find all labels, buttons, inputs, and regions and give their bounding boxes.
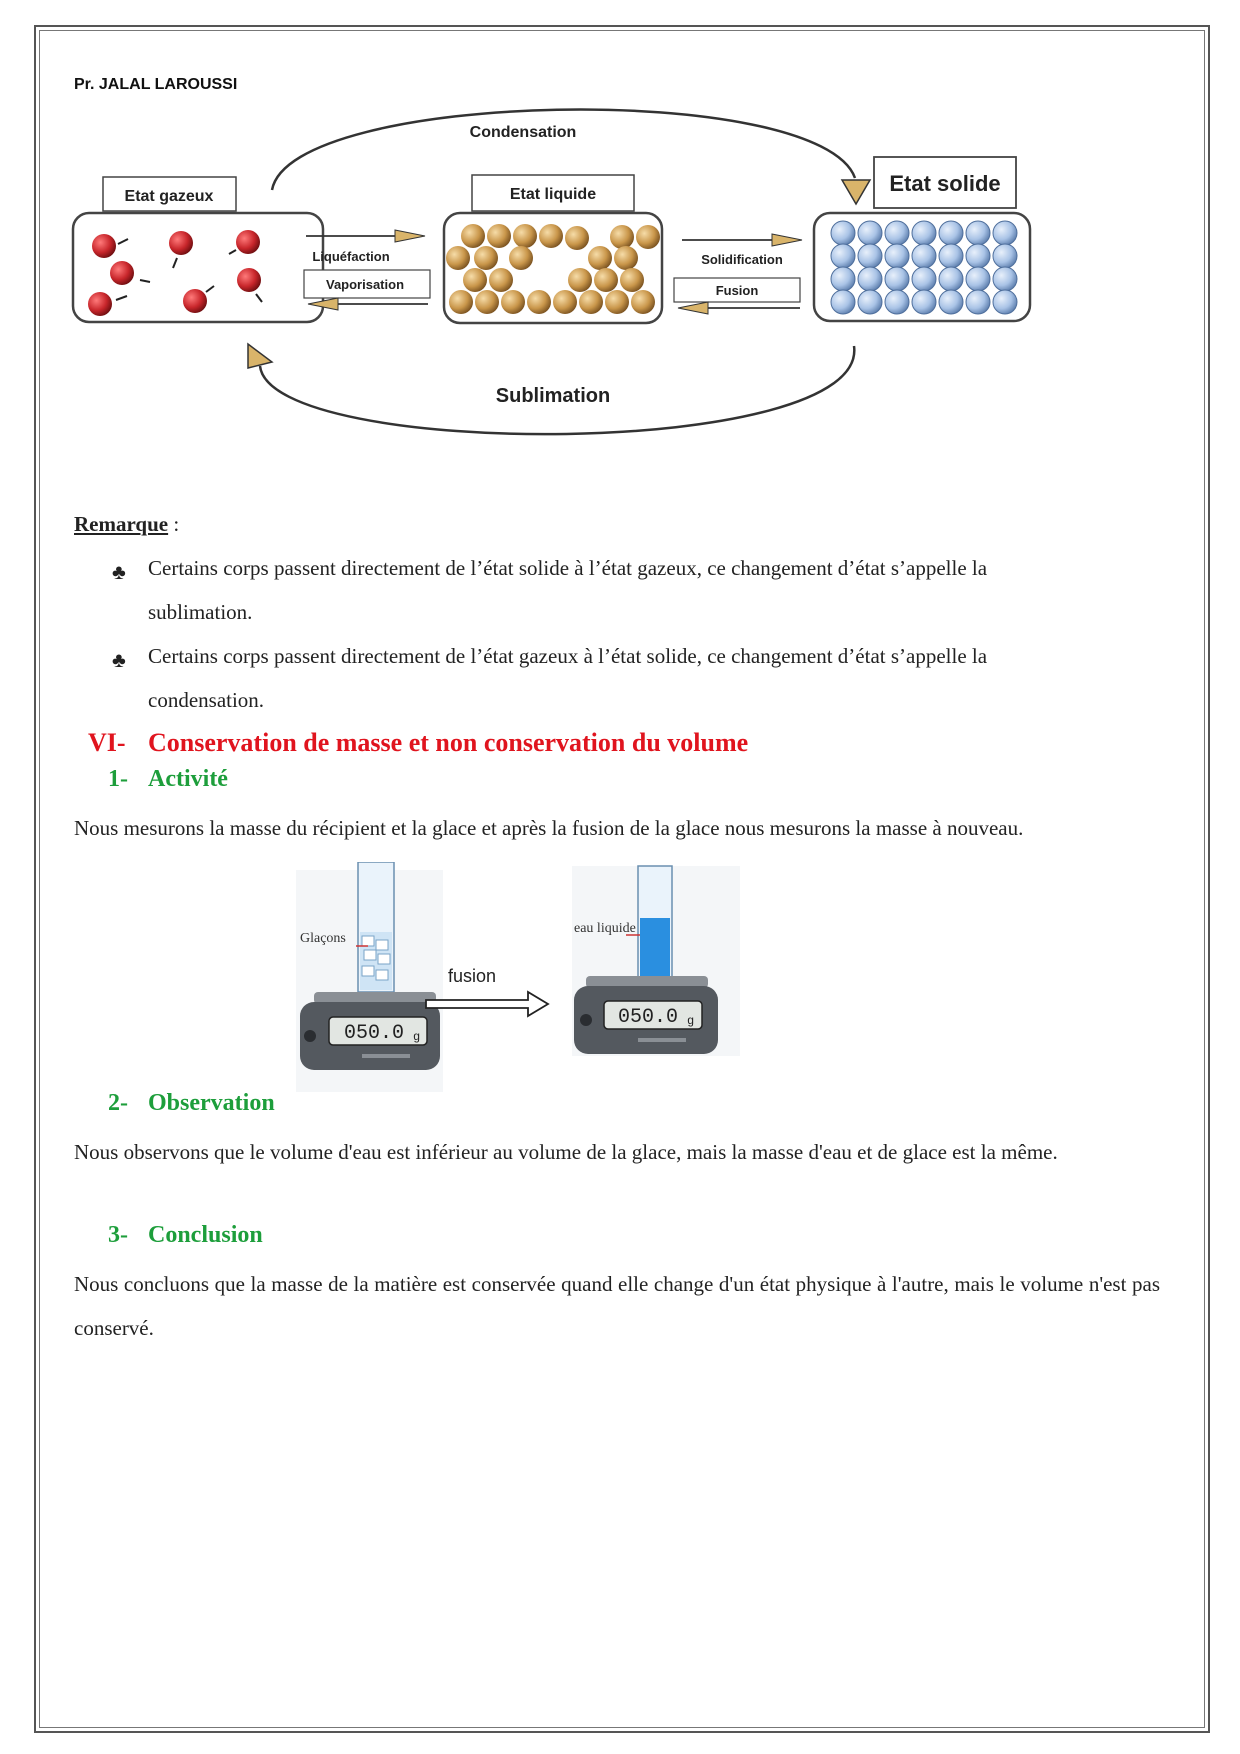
liquid-particle (631, 290, 655, 314)
remarque-item-1-line1: Certains corps passent directement de l’état solide à l’état gazeux, ce changement d’état s’appelle la (148, 556, 988, 580)
section-heading (88, 728, 748, 758)
label-liquefaction: Liquéfaction (312, 249, 390, 264)
solid-particle (912, 221, 936, 245)
liquid-particle (605, 290, 629, 314)
gas-particle (88, 292, 112, 316)
solid-particle (966, 244, 990, 268)
scale-reading-after: 050.0 (617, 1006, 679, 1029)
states-of-matter-diagram (60, 100, 1180, 500)
gas-particle (236, 230, 260, 254)
conclusion-title: Conclusion (148, 1222, 263, 1248)
solid-particle (939, 267, 963, 291)
solid-particle (912, 267, 936, 291)
club-bullet: ♣ (112, 648, 126, 672)
conclusion-heading (108, 1222, 263, 1249)
liquid-particle (594, 268, 618, 292)
solid-particle (993, 221, 1017, 245)
solid-particle (993, 267, 1017, 291)
remarque-item-1 (148, 546, 1160, 634)
section-title: Conservation de masse et non conservation du volume (148, 728, 749, 757)
liquid-particle (489, 268, 513, 292)
liquid-particle (539, 224, 563, 248)
conclusion-text: Nous concluons que la masse de la matière est conservée quand elle change d'un état physique à l'autre, mais le volume n'est pas conservé. (74, 1272, 1160, 1340)
label-fusion: Fusion (715, 283, 759, 298)
label-sublimation: Sublimation (495, 385, 611, 407)
label-vaporisation: Vaporisation (325, 277, 405, 292)
solid-particle (885, 267, 909, 291)
graduated-cylinder-ice (358, 862, 394, 992)
label-condensation: Condensation (469, 124, 577, 141)
activite-title: Activité (148, 766, 228, 792)
gas-particle (110, 261, 134, 285)
scale-reading-before: 050.0 (343, 1022, 405, 1045)
solid-state-label: Etat solide (889, 171, 1001, 196)
club-bullet: ♣ (112, 560, 126, 584)
solid-particle (939, 221, 963, 245)
solid-particle (939, 244, 963, 268)
liquid-particle (565, 226, 589, 250)
author-name: Pr. JALAL LAROUSSI (74, 76, 238, 93)
graduated-cylinder-water (638, 866, 672, 978)
solid-particle (993, 244, 1017, 268)
remarque-colon: : (168, 512, 180, 536)
observation-text: Nous observons que le volume d'eau est inférieur au volume de la glace, mais la masse d'eau et de glace est la même. (74, 1140, 1058, 1164)
solid-particle (831, 221, 855, 245)
remarque-item-1-line2: sublimation. (148, 600, 253, 624)
solid-particle (966, 267, 990, 291)
condensation-arrowhead (842, 180, 870, 204)
solid-particle (831, 290, 855, 314)
observation-number: 2- (108, 1090, 128, 1116)
liquid-particle (553, 290, 577, 314)
remarque-item-2-line1: Certains corps passent directement de l’état gazeux à l’état solide, ce changement d’état s’appelle la (148, 644, 988, 668)
solid-particle (831, 244, 855, 268)
solid-particle (885, 244, 909, 268)
solid-particle (858, 290, 882, 314)
liquid-particle (449, 290, 473, 314)
gas-particle (237, 268, 261, 292)
liquid-particle (568, 268, 592, 292)
liquid-particle (636, 225, 660, 249)
remarque-heading (74, 512, 179, 537)
water-label: eau liquide (574, 921, 636, 936)
liquid-particle (463, 268, 487, 292)
observation-title: Observation (148, 1090, 275, 1116)
scale-unit-after: g (687, 1014, 695, 1028)
liquid-particle (610, 225, 634, 249)
solid-particle (912, 244, 936, 268)
solid-particle (939, 290, 963, 314)
remarque-label: Remarque (74, 512, 169, 536)
section-number: VI- (88, 728, 126, 757)
solid-particle (966, 221, 990, 245)
liquid-particle (446, 246, 470, 270)
solid-particle (858, 267, 882, 291)
liquid-particle (487, 224, 511, 248)
liquid-particle (614, 246, 638, 270)
solid-particle (885, 290, 909, 314)
solid-particle (885, 221, 909, 245)
conclusion-number: 3- (108, 1222, 128, 1248)
solid-particle (858, 221, 882, 245)
ice-label: Glaçons (300, 931, 346, 946)
scale-after (574, 976, 718, 1054)
liquid-particle (620, 268, 644, 292)
liquid-particle (588, 246, 612, 270)
scale-before (300, 992, 440, 1070)
liquid-particle (475, 290, 499, 314)
water-column (640, 918, 670, 976)
activite-number: 1- (108, 766, 128, 792)
sublimation-arrowhead (248, 344, 272, 368)
scale-unit-before: g (413, 1030, 421, 1044)
experiment-illustration (296, 862, 746, 1092)
solid-particle (912, 290, 936, 314)
liquid-particle (474, 246, 498, 270)
liquid-particle (501, 290, 525, 314)
fusion-block-arrow (426, 992, 548, 1016)
activite-text: Nous mesurons la masse du récipient et la glace et après la fusion de la glace nous mesurons la masse à nouveau. (74, 816, 1024, 840)
liquid-state-label: Etat liquide (509, 186, 597, 203)
gas-state-label: Etat gazeux (124, 188, 214, 205)
liquid-particle (527, 290, 551, 314)
solid-particle (966, 290, 990, 314)
liquid-particle (579, 290, 603, 314)
gas-particle (183, 289, 207, 313)
activite-heading (108, 766, 228, 793)
solid-particle (858, 244, 882, 268)
solid-particle (993, 290, 1017, 314)
gas-particle (169, 231, 193, 255)
remarque-item-2 (148, 634, 1160, 722)
liquid-particle (513, 224, 537, 248)
remarque-item-2-line2: condensation. (148, 688, 265, 712)
liquid-particle (461, 224, 485, 248)
fusion-arrow-label: fusion (448, 966, 497, 986)
solid-particle (831, 267, 855, 291)
observation-heading (108, 1090, 275, 1117)
liquid-particle (509, 246, 533, 270)
label-solidification: Solidification (701, 252, 783, 267)
gas-particle (92, 234, 116, 258)
